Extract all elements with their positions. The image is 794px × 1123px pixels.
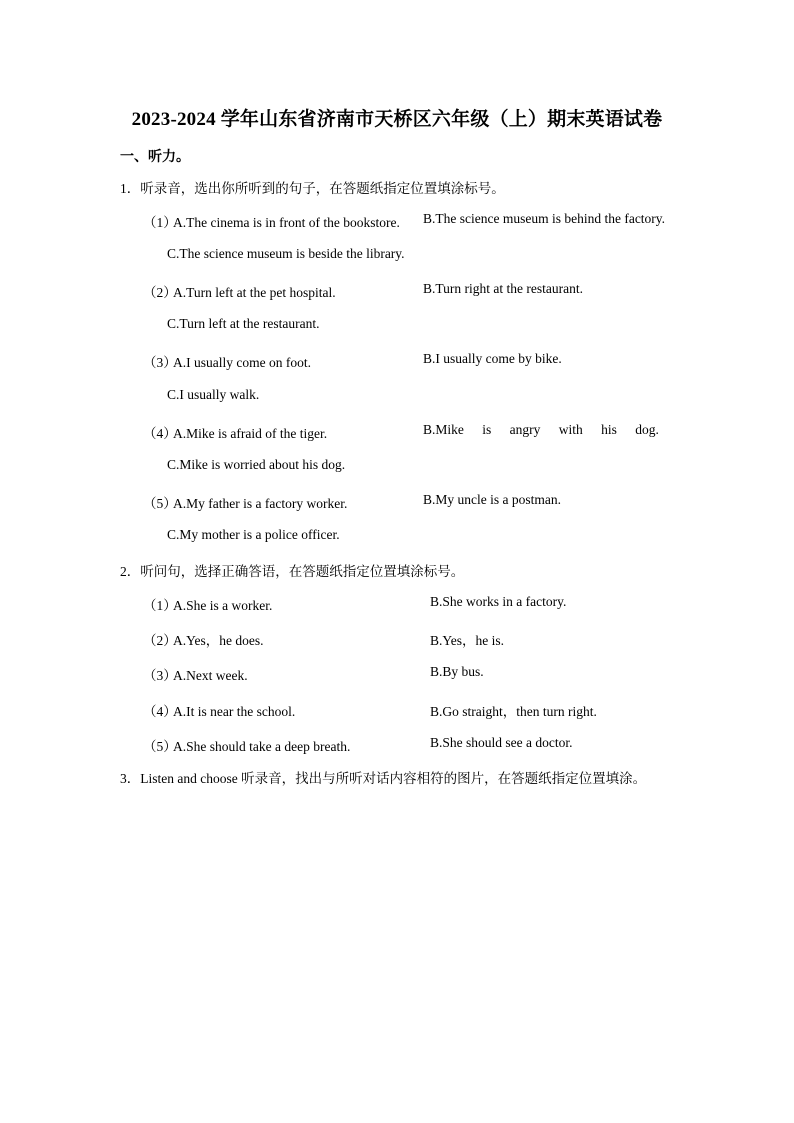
q2-item-2-number: （2） bbox=[143, 633, 177, 648]
q1-item-3-option-c: C.I usually walk. bbox=[167, 387, 260, 402]
section-listening-heading: 一、听力。 bbox=[120, 150, 190, 165]
q1-item-2-option-a bbox=[143, 281, 336, 301]
q2-item-5-option-b: B.She should see a doctor. bbox=[430, 735, 573, 750]
q1-item-5-option-c: C.My mother is a police officer. bbox=[167, 527, 340, 542]
q2-item-3-option-a bbox=[143, 664, 248, 684]
q1-item-5-number: （5） bbox=[143, 496, 177, 511]
option-a-text: A.My father is a factory worker. bbox=[173, 496, 348, 511]
q2-item-3-number: （3） bbox=[143, 668, 177, 683]
q2-item-5-option-a bbox=[143, 735, 350, 755]
q1-item-1-option-c: C.The science museum is beside the library. bbox=[167, 246, 405, 261]
q1-item-5-option-a bbox=[143, 492, 347, 512]
option-a-text: A.She should take a deep breath. bbox=[173, 739, 351, 754]
option-a-text: A.It is near the school. bbox=[173, 704, 296, 719]
q2-item-1-option-b: B.She works in a factory. bbox=[430, 594, 567, 609]
q1-item-4-option-c: C.Mike is worried about his dog. bbox=[167, 457, 346, 472]
option-a-text: A.Next week. bbox=[173, 668, 248, 683]
q2-item-4-option-b: B.Go straight，then turn right. bbox=[430, 704, 597, 719]
q2-item-2-option-b: B.Yes，he is. bbox=[430, 633, 505, 648]
option-a-text: A.I usually come on foot. bbox=[173, 355, 311, 370]
q2-item-4-number: （4） bbox=[143, 704, 177, 719]
option-a-text: A.Turn left at the pet hospital. bbox=[173, 285, 336, 300]
q1-item-4-option-a bbox=[143, 422, 327, 442]
q1-item-2-option-b: B.Turn right at the restaurant. bbox=[423, 281, 583, 296]
q2-item-3-option-b: B.By bus. bbox=[430, 664, 484, 679]
question-3-instruction: 3．Listen and choose 听录音，找出与所听对话内容相符的图片，在答题纸指定位置填涂。 bbox=[120, 771, 647, 786]
q2-item-2-option-a bbox=[143, 629, 264, 649]
question-2-instruction: 2．听问句，选择正确答语，在答题纸指定位置填涂标号。 bbox=[120, 564, 465, 579]
q1-item-1-number: （1） bbox=[143, 215, 177, 230]
q1-item-2-number: （2） bbox=[143, 285, 177, 300]
option-a-text: A.Yes，he does. bbox=[173, 633, 264, 648]
question-1-instruction: 1．听录音，选出你所听到的句子，在答题纸指定位置填涂标号。 bbox=[120, 181, 505, 196]
q1-item-4-option-b: B.Mike is angry with his dog. bbox=[423, 422, 659, 437]
q1-item-5-option-b: B.My uncle is a postman. bbox=[423, 492, 561, 507]
q1-item-2-option-c: C.Turn left at the restaurant. bbox=[167, 316, 320, 331]
option-a-text: A.She is a worker. bbox=[173, 598, 273, 613]
q1-item-1-option-a bbox=[143, 211, 400, 231]
q2-item-4-option-a bbox=[143, 700, 295, 720]
option-a-text: A.The cinema is in front of the bookstore. bbox=[173, 215, 400, 230]
q2-item-1-number: （1） bbox=[143, 598, 177, 613]
option-a-text: A.Mike is afraid of the tiger. bbox=[173, 426, 328, 441]
q1-item-3-number: （3） bbox=[143, 355, 177, 370]
page-title: 2023-2024 学年山东省济南市天桥区六年级（上）期末英语试卷 bbox=[131, 109, 663, 130]
q1-item-3-option-a bbox=[143, 351, 311, 371]
q2-item-5-number: （5） bbox=[143, 739, 177, 754]
q1-item-1-option-b: B.The science museum is behind the factory. bbox=[423, 211, 666, 226]
q2-item-1-option-a bbox=[143, 594, 272, 614]
q1-item-3-option-b: B.I usually come by bike. bbox=[423, 351, 562, 366]
q1-item-4-number: （4） bbox=[143, 426, 177, 441]
